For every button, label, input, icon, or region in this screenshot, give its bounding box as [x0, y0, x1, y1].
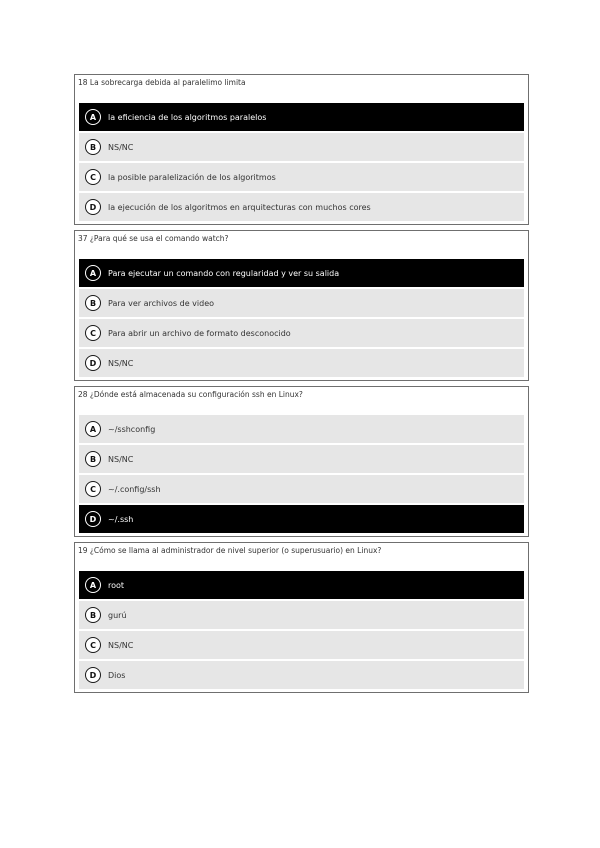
- option-text: ~/sshconfig: [108, 424, 156, 434]
- option-text: root: [108, 580, 125, 590]
- option-letter-badge: B: [85, 451, 101, 467]
- option-text: la posible paralelización de los algoritmos: [108, 172, 276, 182]
- question-card: [74, 230, 529, 381]
- option-letter-badge: B: [85, 607, 101, 623]
- option-text: Dios: [108, 670, 126, 680]
- option-text: NS/NC: [108, 454, 134, 464]
- question-card: [74, 386, 529, 537]
- option-c[interactable]: [79, 319, 524, 347]
- option-b[interactable]: [79, 289, 524, 317]
- option-d[interactable]: [79, 193, 524, 221]
- question-card: [74, 542, 529, 693]
- option-c[interactable]: [79, 475, 524, 503]
- option-text: NS/NC: [108, 640, 134, 650]
- option-letter-badge: A: [85, 421, 101, 437]
- option-letter-badge: D: [85, 355, 101, 371]
- options-list: [75, 259, 528, 380]
- options-list: [75, 103, 528, 224]
- option-d[interactable]: [79, 661, 524, 689]
- option-text: Para ver archivos de video: [108, 298, 215, 308]
- option-a[interactable]: [79, 103, 524, 131]
- option-letter-badge: D: [85, 199, 101, 215]
- option-a[interactable]: [79, 571, 524, 599]
- option-text: Para ejecutar un comando con regularidad y ver su salida: [108, 268, 340, 278]
- option-letter-badge: A: [85, 109, 101, 125]
- option-c[interactable]: [79, 163, 524, 191]
- option-letter-badge: C: [85, 637, 101, 653]
- question-text: 37 ¿Para qué se usa el comando watch?: [78, 234, 229, 243]
- question-text: 28 ¿Dónde está almacenada su configuración ssh en Linux?: [78, 390, 303, 399]
- option-letter-badge: B: [85, 295, 101, 311]
- option-letter-badge: B: [85, 139, 101, 155]
- option-letter-badge: C: [85, 481, 101, 497]
- question-text: 19 ¿Cómo se llama al administrador de nivel superior (o superusuario) en Linux?: [78, 546, 382, 555]
- question-card: [74, 74, 529, 225]
- option-a[interactable]: [79, 259, 524, 287]
- option-b[interactable]: [79, 133, 524, 161]
- option-text: NS/NC: [108, 142, 134, 152]
- option-b[interactable]: [79, 445, 524, 473]
- option-d[interactable]: [79, 505, 524, 533]
- options-list: [75, 571, 528, 692]
- option-b[interactable]: [79, 601, 524, 629]
- question-text: 18 La sobrecarga debida al paralelimo limita: [78, 78, 246, 87]
- option-text: la eficiencia de los algoritmos paralelos: [108, 112, 267, 122]
- option-text: ~/.config/ssh: [108, 484, 161, 494]
- option-letter-badge: A: [85, 265, 101, 281]
- option-letter-badge: D: [85, 667, 101, 683]
- option-letter-badge: C: [85, 169, 101, 185]
- option-text: ~/.ssh: [108, 514, 134, 524]
- option-letter-badge: A: [85, 577, 101, 593]
- option-letter-badge: D: [85, 511, 101, 527]
- options-list: [75, 415, 528, 536]
- option-text: Para abrir un archivo de formato desconocido: [108, 328, 291, 338]
- option-d[interactable]: [79, 349, 524, 377]
- option-text: la ejecución de los algoritmos en arquitecturas con muchos cores: [108, 202, 371, 212]
- option-letter-badge: C: [85, 325, 101, 341]
- option-text: gurú: [108, 610, 127, 620]
- option-c[interactable]: [79, 631, 524, 659]
- option-text: NS/NC: [108, 358, 134, 368]
- option-a[interactable]: [79, 415, 524, 443]
